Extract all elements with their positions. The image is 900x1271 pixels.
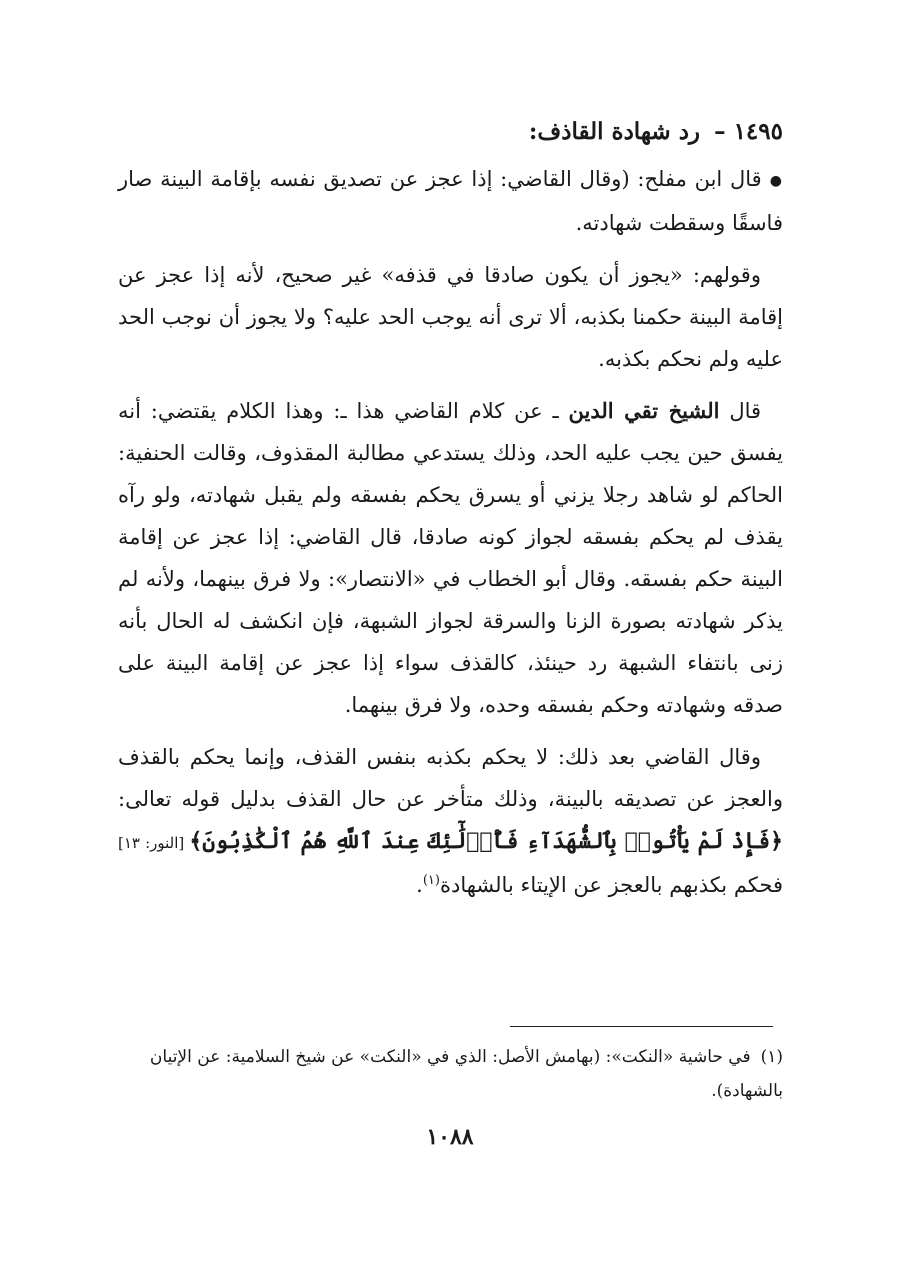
section-number: ١٤٩٥ – (714, 118, 783, 145)
paragraph-text: وقال القاضي بعد ذلك: لا يحكم بكذبه بنفس القذف، وإنما يحكم بالقذف والعجز عن تصديقه بالبينة، وذلك متأخر عن حال القذف بدليل قوله تعالى: (118, 744, 783, 811)
quran-verse: ﴿فَإِذْ لَمْ يَأْتُوا۟ بِٱلشُّهَدَآءِ فَأُو۟لَٰٓئِكَ عِندَ ٱللَّهِ هُمُ ٱلْكَٰذِبُونَ﴾ (189, 827, 783, 854)
footnote (118, 1040, 783, 1108)
verse-reference: [النور: ١٣] (118, 833, 190, 852)
paragraph-text: ـ عن كلام القاضي هذا ـ: وهذا الكلام يقتضي: أنه يفسق حين يجب عليه الحد، وذلك يستدعي مطالبة المقذوف، وقالت الحنفية: الحاكم لو شاهد رجلا يزني أو يسرق يحكم بفسقه ولم يقبل شهادته، ولو رآه يقذف لم يحكم بفسقه لجواز كونه صادقا، قال القاضي: إذا عجز عن إقامة البينة حكم بفسقه. وقال أبو الخطاب في «الانتصار»: ولا فرق بينهما، ولأنه لم يذكر شهادته بصورة الزنا والسرقة لجواز الشبهة، فإن انكشف له الحال بأنه زنى بانتفاء الشبهة رد حينئذ، كالقذف سواء إذا عجز عن إقامة البينة على صدقه وشهادته وحكم بفسقه وحده، ولا فرق بينهما. (118, 398, 783, 717)
page-body (118, 110, 783, 916)
footnote-reference[interactable]: (١) (422, 872, 440, 888)
paragraph-text: قال ابن مفلح: (وقال القاضي: إذا عجز عن تصديق نفسه بإقامة البينة صار فاسقًا وسقطت شهادته. (118, 167, 783, 235)
paragraph-qadi-after (118, 736, 783, 906)
footnote-divider (510, 1026, 773, 1027)
footnote-marker: (١) (760, 1047, 783, 1067)
shaykh-name: الشيخ تقي الدين (568, 397, 720, 423)
section-title: رد شهادة القاذف: (528, 118, 701, 145)
paragraph-lead: قال (719, 398, 762, 423)
bullet-icon: ● (769, 172, 783, 189)
paragraph-shaykh-taqi (118, 390, 783, 726)
section-heading (118, 110, 783, 154)
paragraph-qawluhum: وقولهم: «يجوز أن يكون صادقا في قذفه» غير صحيح، لأنه إذا عجز عن إقامة البينة حكمنا بكذبه، ألا ترى أنه يوجب الحد عليه؟ ولا يجوز أن نوجب الحد عليه ولم نحكم بكذبه. (118, 262, 783, 371)
paragraph-end: . (416, 872, 423, 897)
page-number: ١٠٨٨ (426, 1124, 474, 1150)
paragraph-ibn-muflih (118, 158, 783, 244)
footnote-text: في حاشية «النكت»: (بهامش الأصل: الذي في «النكت» عن شيخ السلامية: عن الإتيان بالشهادة). (149, 1047, 783, 1101)
paragraph-tail: فحكم بكذبهم بالعجز عن الإيتاء بالشهادة (439, 872, 783, 897)
